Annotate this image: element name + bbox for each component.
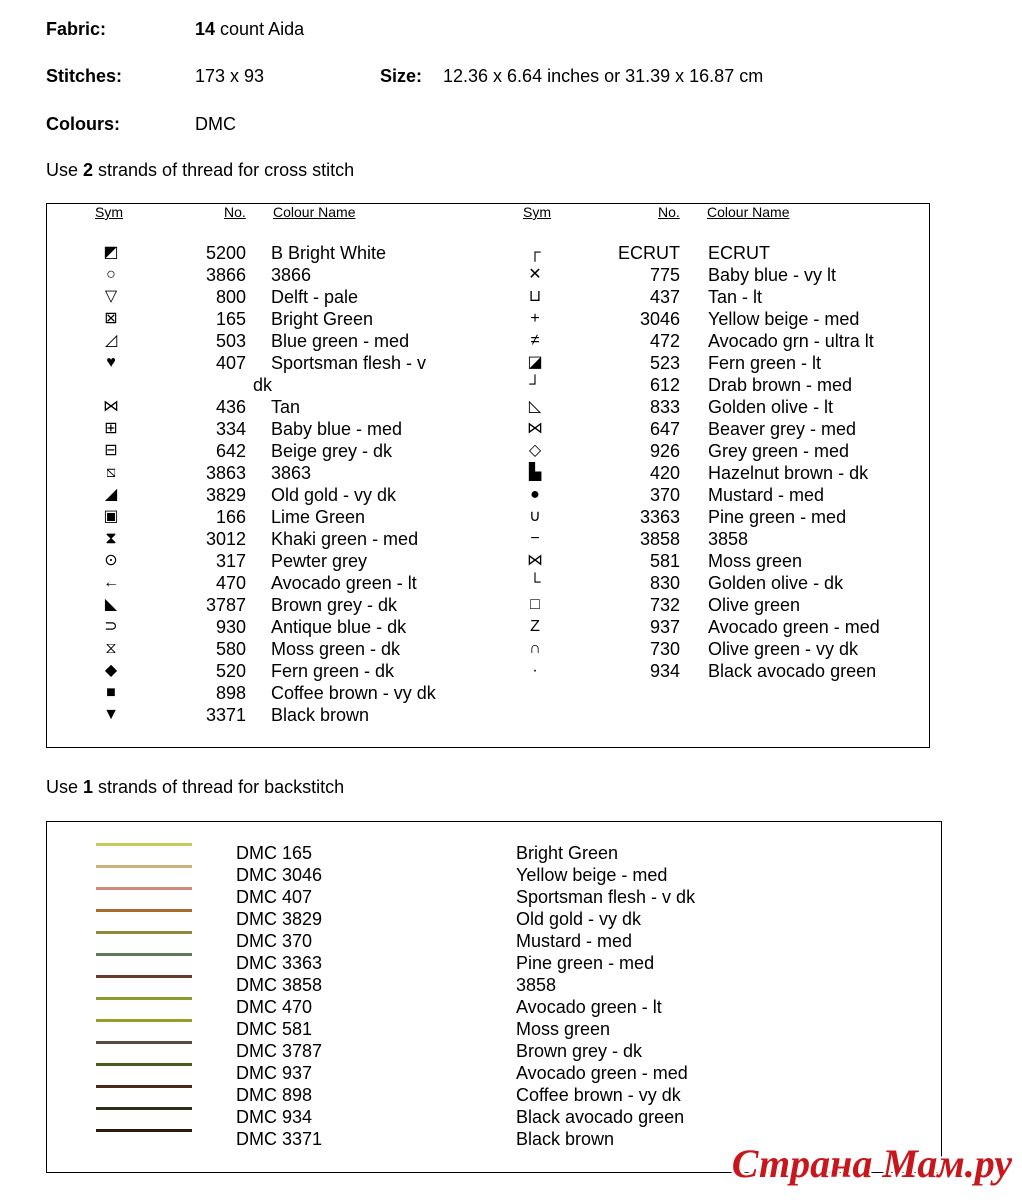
backstitch-color-swatch [96, 953, 192, 956]
key-symbol-icon: ⊠ [104, 310, 118, 327]
stitches-label: Stitches: [46, 66, 123, 86]
header-name-right: Colour Name [707, 204, 790, 220]
key-dmc-number: 437 [649, 287, 680, 307]
backstitch-colour-name: Brown grey - dk [516, 1041, 643, 1061]
key-symbol-icon: ◆ [104, 662, 118, 679]
backstitch-color-swatch [96, 1129, 192, 1132]
key-colour-name: Khaki green - med [271, 529, 419, 549]
key-dmc-number: 520 [215, 661, 246, 681]
key-symbol-icon: ◢ [104, 486, 118, 503]
key-symbol-icon: · [532, 662, 538, 679]
key-dmc-number: 581 [649, 551, 680, 571]
fabric-count: 14 [195, 19, 216, 39]
key-colour-name: Black avocado green [708, 661, 877, 681]
key-symbol-icon: ▙ [528, 464, 542, 481]
key-colour-name: Brown grey - dk [271, 595, 398, 615]
key-colour-name: Antique blue - dk [271, 617, 407, 637]
backstitch-color-swatch [96, 1063, 192, 1066]
key-symbol-icon: Z [530, 618, 540, 635]
backstitch-dmc-code: DMC 3829 [236, 909, 323, 929]
key-dmc-number: 3863 [205, 463, 246, 483]
backstitch-color-swatch [96, 887, 192, 890]
key-colour-name: 3866 [271, 265, 312, 285]
key-symbol-icon: ● [530, 486, 540, 503]
key-symbol-icon: ← [103, 574, 119, 591]
key-dmc-number: 937 [649, 617, 680, 637]
backstitch-dmc-code: DMC 934 [236, 1107, 313, 1127]
backstitch-color-swatch [96, 1085, 192, 1088]
key-colour-name: Drab brown - med [708, 375, 853, 395]
key-colour-name: Yellow beige - med [708, 309, 860, 329]
key-colour-name: Old gold - vy dk [271, 485, 397, 505]
fabric-label: Fabric: [46, 19, 107, 39]
key-dmc-number: 898 [215, 683, 246, 703]
key-colour-name: Sportsman flesh - v [271, 353, 427, 373]
key-symbol-icon: ○ [106, 266, 116, 283]
backstitch-dmc-code: DMC 937 [236, 1063, 313, 1083]
key-dmc-number: 800 [215, 287, 246, 307]
key-symbol-icon: ⧅ [105, 464, 117, 481]
key-dmc-number: 732 [649, 595, 680, 615]
key-colour-name: Delft - pale [271, 287, 359, 307]
key-dmc-number: 612 [649, 375, 680, 395]
backstitch-note [46, 777, 344, 798]
key-dmc-number: 407 [215, 353, 246, 373]
key-symbol-icon: ⊞ [104, 420, 118, 437]
key-colour-name: 3863 [271, 463, 312, 483]
key-colour-name: Lime Green [271, 507, 366, 527]
backstitch-dmc-code: DMC 3787 [236, 1041, 323, 1061]
backstitch-colour-name: 3858 [516, 975, 557, 995]
backstitch-dmc-code: DMC 898 [236, 1085, 313, 1105]
key-colour-name: Tan - lt [708, 287, 763, 307]
key-colour-name: Hazelnut brown - dk [708, 463, 869, 483]
key-symbol-icon: ⧖ [105, 640, 117, 657]
key-symbol-icon: ⋈ [527, 552, 543, 569]
size-value: 12.36 x 6.64 inches or 31.39 x 16.87 cm [443, 66, 764, 86]
key-dmc-number: 775 [649, 265, 680, 285]
key-dmc-number: 930 [215, 617, 246, 637]
key-colour-name: Avocado green - med [708, 617, 880, 637]
key-colour-name: Golden olive - lt [708, 397, 834, 417]
key-symbol-icon: ▼ [103, 706, 119, 723]
key-colour-name: Baby blue - med [271, 419, 403, 439]
colours-value: DMC [195, 114, 236, 134]
backstitch-dmc-code: DMC 407 [236, 887, 313, 907]
header-no-right: No. [658, 204, 680, 220]
backstitch-colour-name: Bright Green [516, 843, 619, 863]
key-dmc-number: 5200 [205, 243, 246, 263]
backstitch-dmc-code: DMC 3858 [236, 975, 323, 995]
backstitch-colour-name: Moss green [516, 1019, 611, 1039]
fabric-type: count Aida [215, 19, 305, 39]
key-dmc-number: 830 [649, 573, 680, 593]
stitches-value: 173 x 93 [195, 66, 265, 86]
key-symbol-icon: ◇ [528, 442, 542, 459]
key-colour-name: 3858 [708, 529, 749, 549]
header-sym-left: Sym [95, 204, 123, 220]
key-colour-name: Avocado green - lt [271, 573, 417, 593]
key-dmc-number: 3371 [205, 705, 246, 725]
key-dmc-number: 3829 [205, 485, 246, 505]
key-symbol-icon: − [530, 530, 540, 547]
backstitch-colour-name: Sportsman flesh - v dk [516, 887, 696, 907]
key-dmc-number: 166 [215, 507, 246, 527]
back-note-pre: Use [46, 777, 84, 797]
key-symbol-icon: ⊟ [104, 442, 118, 459]
key-colour-name: Fern green - dk [271, 661, 395, 681]
key-dmc-number: 580 [215, 639, 246, 659]
backstitch-color-swatch [96, 1041, 192, 1044]
backstitch-dmc-code: DMC 581 [236, 1019, 313, 1039]
backstitch-color-swatch [96, 975, 192, 978]
cross-note-count: 2 [83, 160, 94, 180]
key-dmc-number: ECRUT [618, 243, 680, 263]
backstitch-dmc-code: DMC 470 [236, 997, 313, 1017]
backstitch-colour-name: Mustard - med [516, 931, 633, 951]
backstitch-colour-name: Coffee brown - vy dk [516, 1085, 681, 1105]
key-colour-name: Grey green - med [708, 441, 850, 461]
backstitch-colour-name: Yellow beige - med [516, 865, 668, 885]
backstitch-color-swatch [96, 909, 192, 912]
backstitch-dmc-code: DMC 3046 [236, 865, 323, 885]
key-colour-name: Moss green - dk [271, 639, 401, 659]
key-colour-name: Moss green [708, 551, 803, 571]
header-name-left: Colour Name [273, 204, 356, 220]
backstitch-colour-name: Avocado green - med [516, 1063, 688, 1083]
key-symbol-icon: □ [530, 596, 540, 613]
key-colour-name: Olive green - vy dk [708, 639, 859, 659]
key-dmc-number: 3012 [205, 529, 246, 549]
backstitch-colour-name: Pine green - med [516, 953, 655, 973]
backstitch-color-swatch [96, 1107, 192, 1110]
key-symbol-icon: ∪ [529, 508, 541, 525]
key-colour-name: Bright Green [271, 309, 374, 329]
key-dmc-number: 317 [215, 551, 246, 571]
key-dmc-number: 420 [649, 463, 680, 483]
backstitch-color-swatch [96, 843, 192, 846]
key-colour-name: Baby blue - vy lt [708, 265, 837, 285]
key-colour-name: Avocado grn - ultra lt [708, 331, 874, 351]
key-colour-name: Golden olive - dk [708, 573, 844, 593]
fabric-value [195, 19, 304, 40]
backstitch-color-swatch [96, 865, 192, 868]
key-symbol-icon: ◩ [103, 244, 119, 261]
key-colour-name: Beige grey - dk [271, 441, 393, 461]
backstitch-colour-name: Avocado green - lt [516, 997, 662, 1017]
key-colour-name: Tan [271, 397, 301, 417]
header-no-left: No. [224, 204, 246, 220]
colours-label: Colours: [46, 114, 120, 134]
key-dmc-number: 934 [649, 661, 680, 681]
key-symbol-icon: ⧗ [105, 530, 117, 547]
header-sym-right: Sym [523, 204, 551, 220]
key-colour-name: B Bright White [271, 243, 387, 263]
key-colour-name: Beaver grey - med [708, 419, 857, 439]
key-colour-name: Blue green - med [271, 331, 410, 351]
back-note-post: strands of thread for backstitch [93, 777, 345, 797]
backstitch-color-swatch [96, 931, 192, 934]
key-symbol-icon: ┌ [529, 244, 541, 261]
backstitch-colour-name: Old gold - vy dk [516, 909, 642, 929]
key-colour-name: Pewter grey [271, 551, 368, 571]
cross-note-post: strands of thread for cross stitch [93, 160, 355, 180]
backstitch-colour-name: Black avocado green [516, 1107, 685, 1127]
key-dmc-number: 472 [649, 331, 680, 351]
key-symbol-icon: └ [529, 574, 541, 591]
key-symbol-icon: ∩ [529, 640, 541, 657]
backstitch-dmc-code: DMC 3371 [236, 1129, 323, 1149]
backstitch-color-swatch [96, 997, 192, 1000]
key-symbol-icon: + [530, 310, 540, 327]
back-note-count: 1 [83, 777, 94, 797]
backstitch-colour-name: Black brown [516, 1129, 615, 1149]
backstitch-dmc-code: DMC 165 [236, 843, 313, 863]
key-dmc-number: 647 [649, 419, 680, 439]
key-symbol-icon: ⊃ [104, 618, 118, 635]
key-dmc-number: 3046 [639, 309, 680, 329]
cross-stitch-note [46, 160, 354, 181]
key-dmc-number: 3787 [205, 595, 246, 615]
key-colour-name: ECRUT [708, 243, 770, 263]
key-symbol-icon: ⊙ [104, 552, 118, 569]
key-dmc-number: 165 [215, 309, 246, 329]
key-symbol-icon: ◺ [528, 398, 542, 415]
key-colour-name: Fern green - lt [708, 353, 822, 373]
key-colour-name-wrap: dk [253, 375, 273, 395]
key-symbol-icon: ◣ [104, 596, 118, 613]
key-symbol-icon: ◪ [527, 354, 543, 371]
key-symbol-icon: ⊔ [528, 288, 542, 305]
key-symbol-icon: ✕ [528, 266, 542, 283]
key-dmc-number: 3858 [639, 529, 680, 549]
key-dmc-number: 833 [649, 397, 680, 417]
key-colour-name: Olive green [708, 595, 801, 615]
cross-note-pre: Use [46, 160, 84, 180]
key-symbol-icon: ┘ [529, 376, 541, 393]
size-label: Size: [380, 66, 423, 86]
key-symbol-icon: ⋈ [103, 398, 119, 415]
key-dmc-number: 436 [215, 397, 246, 417]
backstitch-dmc-code: DMC 3363 [236, 953, 323, 973]
key-dmc-number: 470 [215, 573, 246, 593]
backstitch-color-swatch [96, 1019, 192, 1022]
key-dmc-number: 523 [649, 353, 680, 373]
key-dmc-number: 3866 [205, 265, 246, 285]
key-dmc-number: 503 [215, 331, 246, 351]
key-dmc-number: 926 [649, 441, 680, 461]
watermark-logo: Страна Мам.ру [731, 1141, 1012, 1186]
key-symbol-icon: ▽ [104, 288, 118, 305]
key-dmc-number: 3363 [639, 507, 680, 527]
key-symbol-icon: ▣ [103, 508, 119, 525]
key-dmc-number: 334 [215, 419, 246, 439]
key-symbol-icon: ⋈ [527, 420, 543, 437]
key-symbol-icon: ♥ [106, 354, 116, 371]
key-colour-name: Coffee brown - vy dk [271, 683, 436, 703]
key-dmc-number: 730 [649, 639, 680, 659]
key-dmc-number: 370 [649, 485, 680, 505]
key-colour-name: Black brown [271, 705, 370, 725]
key-colour-name: Mustard - med [708, 485, 825, 505]
key-symbol-icon: ≠ [530, 332, 540, 349]
backstitch-dmc-code: DMC 370 [236, 931, 313, 951]
key-colour-name: Pine green - med [708, 507, 847, 527]
key-dmc-number: 642 [215, 441, 246, 461]
key-symbol-icon: ◿ [104, 332, 118, 349]
key-symbol-icon: ■ [106, 684, 116, 701]
